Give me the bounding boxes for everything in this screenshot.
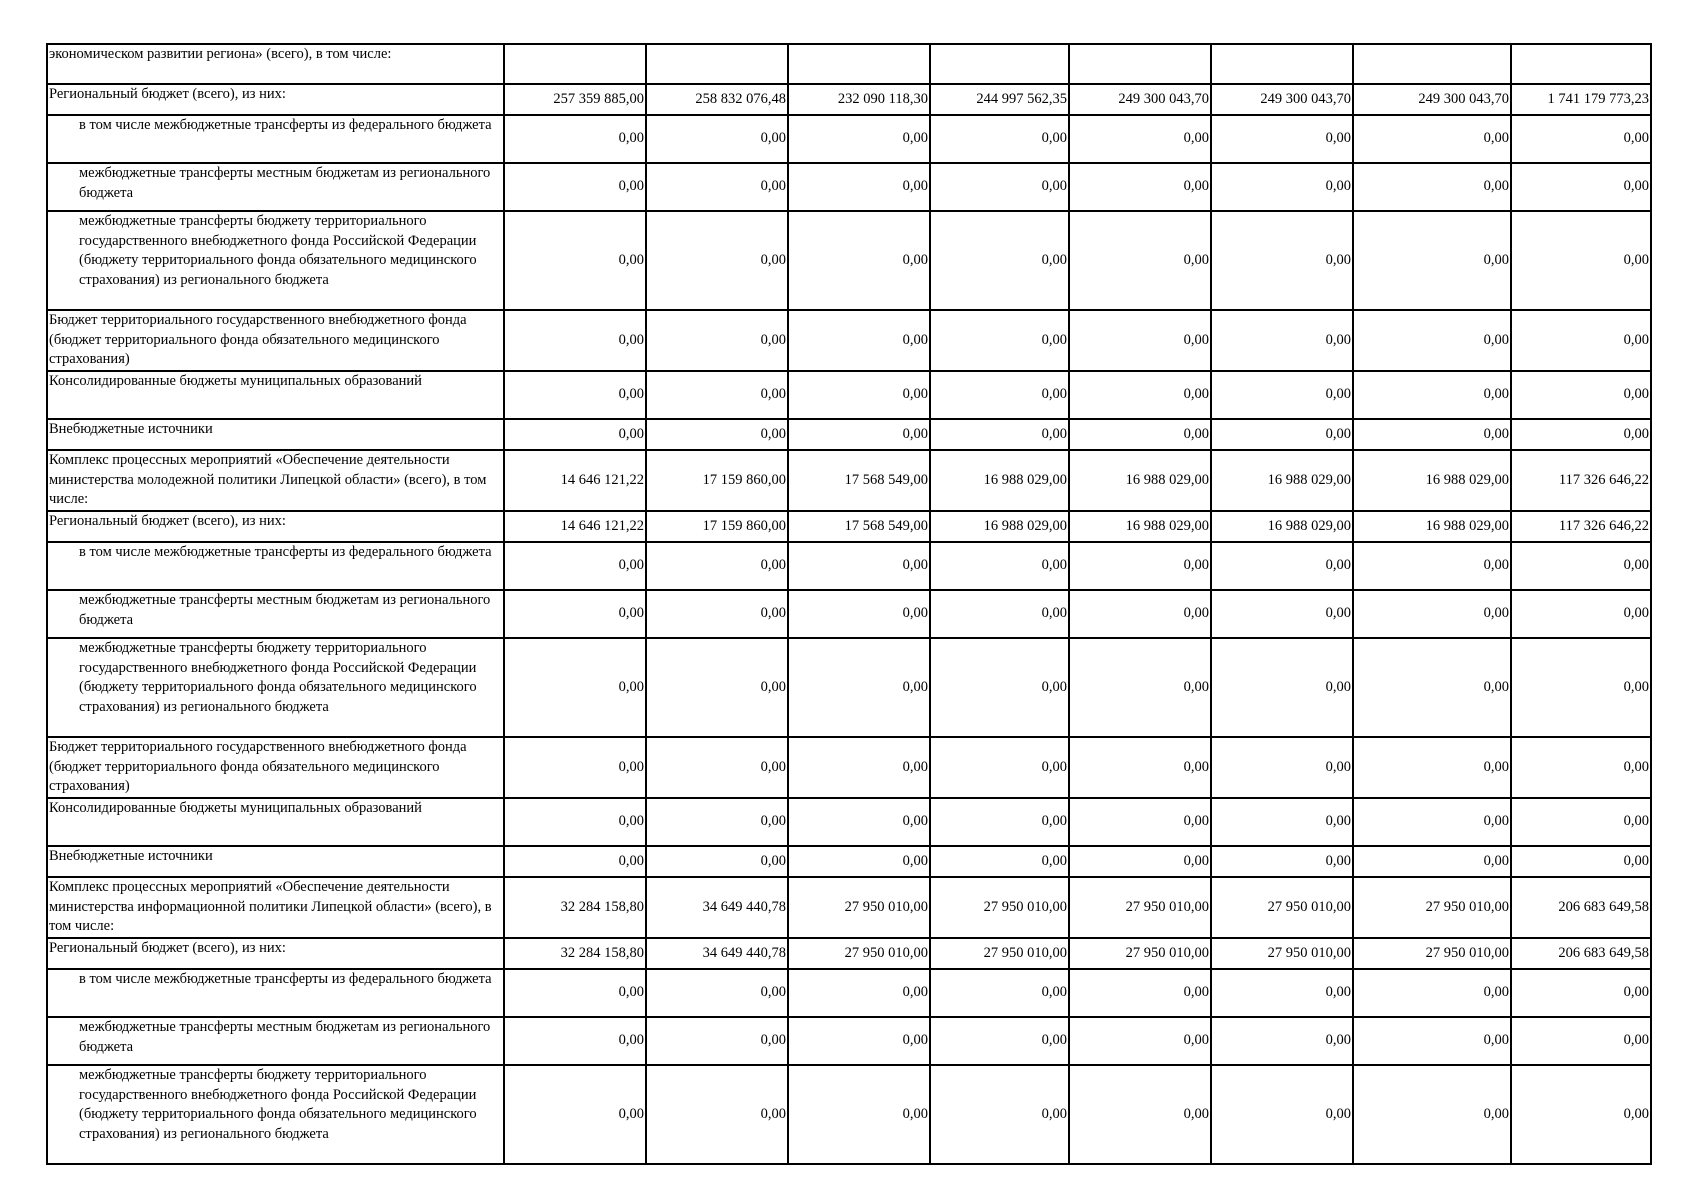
- value-cell: [1511, 44, 1651, 84]
- value-cell: 0,00: [788, 737, 930, 798]
- value-cell: 0,00: [788, 590, 930, 638]
- value-cell: 16 988 029,00: [930, 450, 1069, 511]
- value-cell: 16 988 029,00: [1353, 450, 1511, 511]
- value-cell: 16 988 029,00: [930, 511, 1069, 542]
- value-cell: 0,00: [1511, 1017, 1651, 1065]
- value-cell: 0,00: [646, 846, 788, 877]
- value-cell: 0,00: [1069, 590, 1211, 638]
- table-row: [47, 450, 1651, 511]
- value-cell: 0,00: [930, 1065, 1069, 1164]
- value-cell: 0,00: [1069, 542, 1211, 590]
- value-cell: 17 568 549,00: [788, 450, 930, 511]
- value-cell: 0,00: [1069, 371, 1211, 419]
- value-cell: 0,00: [646, 969, 788, 1017]
- value-cell: 0,00: [646, 211, 788, 310]
- value-cell: 0,00: [1211, 310, 1353, 371]
- value-cell: [1353, 44, 1511, 84]
- value-cell: 0,00: [930, 846, 1069, 877]
- value-cell: 0,00: [930, 590, 1069, 638]
- value-cell: 0,00: [788, 1017, 930, 1065]
- value-cell: 0,00: [930, 969, 1069, 1017]
- value-cell: 0,00: [1069, 163, 1211, 211]
- value-cell: 0,00: [1353, 542, 1511, 590]
- value-cell: 249 300 043,70: [1211, 84, 1353, 115]
- value-cell: 0,00: [1069, 737, 1211, 798]
- value-cell: 0,00: [504, 115, 646, 163]
- value-cell: 0,00: [646, 115, 788, 163]
- value-cell: 258 832 076,48: [646, 84, 788, 115]
- row-label: межбюджетные трансферты местным бюджетам из регионального бюджета: [47, 590, 504, 638]
- value-cell: 0,00: [1069, 1017, 1211, 1065]
- table-row: [47, 44, 1651, 84]
- row-label: межбюджетные трансферты местным бюджетам из регионального бюджета: [47, 163, 504, 211]
- value-cell: 14 646 121,22: [504, 511, 646, 542]
- value-cell: 232 090 118,30: [788, 84, 930, 115]
- value-cell: 27 950 010,00: [930, 938, 1069, 969]
- value-cell: 0,00: [1069, 969, 1211, 1017]
- value-cell: 0,00: [930, 115, 1069, 163]
- value-cell: [646, 44, 788, 84]
- value-cell: 0,00: [1353, 419, 1511, 450]
- value-cell: 0,00: [930, 1017, 1069, 1065]
- value-cell: 0,00: [504, 969, 646, 1017]
- value-cell: [1211, 44, 1353, 84]
- value-cell: 0,00: [1353, 211, 1511, 310]
- value-cell: 1 741 179 773,23: [1511, 84, 1651, 115]
- value-cell: 27 950 010,00: [1069, 938, 1211, 969]
- value-cell: 0,00: [646, 371, 788, 419]
- value-cell: 0,00: [930, 419, 1069, 450]
- value-cell: 0,00: [788, 211, 930, 310]
- value-cell: 0,00: [1211, 115, 1353, 163]
- value-cell: 0,00: [1069, 638, 1211, 737]
- value-cell: 0,00: [504, 419, 646, 450]
- value-cell: 0,00: [930, 310, 1069, 371]
- value-cell: 0,00: [1511, 310, 1651, 371]
- value-cell: 0,00: [1353, 638, 1511, 737]
- value-cell: 0,00: [930, 737, 1069, 798]
- value-cell: 0,00: [504, 371, 646, 419]
- value-cell: 16 988 029,00: [1069, 511, 1211, 542]
- row-label: межбюджетные трансферты бюджету территориального государственного внебюджетного фонда Российской Федерации (бюджету территориального фонда обязательного медицинского страхования) из регионального бюджета: [47, 638, 504, 737]
- value-cell: 0,00: [1353, 1065, 1511, 1164]
- value-cell: 16 988 029,00: [1211, 450, 1353, 511]
- table-row: [47, 877, 1651, 938]
- value-cell: 0,00: [1069, 115, 1211, 163]
- value-cell: 27 950 010,00: [930, 877, 1069, 938]
- row-label: межбюджетные трансферты местным бюджетам из регионального бюджета: [47, 1017, 504, 1065]
- value-cell: 206 683 649,58: [1511, 938, 1651, 969]
- value-cell: 0,00: [1211, 737, 1353, 798]
- value-cell: 27 950 010,00: [1211, 938, 1353, 969]
- value-cell: 0,00: [1211, 371, 1353, 419]
- value-cell: 0,00: [1353, 846, 1511, 877]
- value-cell: 0,00: [788, 163, 930, 211]
- value-cell: [788, 44, 930, 84]
- row-label: Региональный бюджет (всего), из них:: [47, 511, 504, 542]
- value-cell: 0,00: [1353, 798, 1511, 846]
- value-cell: 0,00: [788, 969, 930, 1017]
- value-cell: 0,00: [646, 638, 788, 737]
- value-cell: [1069, 44, 1211, 84]
- value-cell: 0,00: [646, 163, 788, 211]
- row-label: Региональный бюджет (всего), из них:: [47, 938, 504, 969]
- value-cell: 14 646 121,22: [504, 450, 646, 511]
- value-cell: 0,00: [1211, 798, 1353, 846]
- value-cell: 0,00: [1353, 163, 1511, 211]
- value-cell: 17 159 860,00: [646, 511, 788, 542]
- value-cell: 0,00: [788, 419, 930, 450]
- value-cell: [504, 44, 646, 84]
- table-row: [47, 211, 1651, 310]
- table-row: [47, 310, 1651, 371]
- value-cell: 0,00: [1211, 419, 1353, 450]
- value-cell: 0,00: [1511, 542, 1651, 590]
- table-row: [47, 542, 1651, 590]
- table-row: [47, 938, 1651, 969]
- row-label: Комплекс процессных мероприятий «Обеспечение деятельности министерства молодежной политики Липецкой области» (всего), в том числе:: [47, 450, 504, 511]
- value-cell: 0,00: [504, 846, 646, 877]
- value-cell: 0,00: [504, 542, 646, 590]
- value-cell: 0,00: [1069, 846, 1211, 877]
- value-cell: 0,00: [1069, 211, 1211, 310]
- value-cell: 17 568 549,00: [788, 511, 930, 542]
- value-cell: 0,00: [1511, 115, 1651, 163]
- value-cell: 0,00: [930, 638, 1069, 737]
- value-cell: 27 950 010,00: [1353, 938, 1511, 969]
- value-cell: 0,00: [1211, 638, 1353, 737]
- value-cell: 0,00: [504, 638, 646, 737]
- value-cell: 32 284 158,80: [504, 938, 646, 969]
- value-cell: 34 649 440,78: [646, 938, 788, 969]
- value-cell: 0,00: [646, 737, 788, 798]
- value-cell: 0,00: [1211, 1065, 1353, 1164]
- value-cell: 0,00: [1353, 737, 1511, 798]
- value-cell: 0,00: [1211, 969, 1353, 1017]
- table-row: [47, 737, 1651, 798]
- value-cell: 0,00: [1211, 1017, 1353, 1065]
- value-cell: 0,00: [1511, 211, 1651, 310]
- value-cell: 0,00: [1511, 163, 1651, 211]
- value-cell: 0,00: [504, 163, 646, 211]
- value-cell: 27 950 010,00: [788, 938, 930, 969]
- value-cell: 0,00: [1353, 969, 1511, 1017]
- table-row: [47, 1065, 1651, 1164]
- value-cell: 0,00: [1511, 737, 1651, 798]
- value-cell: 0,00: [1511, 590, 1651, 638]
- row-label: Региональный бюджет (всего), из них:: [47, 84, 504, 115]
- row-label: в том числе межбюджетные трансферты из федерального бюджета: [47, 115, 504, 163]
- value-cell: 0,00: [788, 798, 930, 846]
- value-cell: 16 988 029,00: [1353, 511, 1511, 542]
- value-cell: 0,00: [646, 310, 788, 371]
- value-cell: 27 950 010,00: [1211, 877, 1353, 938]
- value-cell: 0,00: [646, 798, 788, 846]
- value-cell: 0,00: [504, 1065, 646, 1164]
- row-label: Комплекс процессных мероприятий «Обеспечение деятельности министерства информационной политики Липецкой области» (всего), в том числе:: [47, 877, 504, 938]
- value-cell: 0,00: [504, 798, 646, 846]
- value-cell: 0,00: [646, 590, 788, 638]
- value-cell: 0,00: [930, 211, 1069, 310]
- row-label: Внебюджетные источники: [47, 846, 504, 877]
- value-cell: 0,00: [1353, 590, 1511, 638]
- value-cell: 0,00: [1511, 798, 1651, 846]
- row-label: в том числе межбюджетные трансферты из федерального бюджета: [47, 542, 504, 590]
- value-cell: 244 997 562,35: [930, 84, 1069, 115]
- table-row: [47, 371, 1651, 419]
- value-cell: 27 950 010,00: [788, 877, 930, 938]
- value-cell: 0,00: [1211, 211, 1353, 310]
- value-cell: 16 988 029,00: [1211, 511, 1353, 542]
- value-cell: 0,00: [788, 542, 930, 590]
- row-label: Консолидированные бюджеты муниципальных образований: [47, 798, 504, 846]
- value-cell: 34 649 440,78: [646, 877, 788, 938]
- value-cell: 0,00: [504, 1017, 646, 1065]
- value-cell: 0,00: [788, 371, 930, 419]
- table-row: [47, 638, 1651, 737]
- value-cell: 0,00: [646, 1065, 788, 1164]
- row-label: Бюджет территориального государственного внебюджетного фонда (бюджет территориального фонда обязательного медицинского страхования): [47, 737, 504, 798]
- value-cell: 0,00: [646, 1017, 788, 1065]
- row-label: межбюджетные трансферты бюджету территориального государственного внебюджетного фонда Российской Федерации (бюджету территориального фонда обязательного медицинского страхования) из регионального бюджета: [47, 1065, 504, 1164]
- value-cell: 0,00: [1069, 1065, 1211, 1164]
- value-cell: 0,00: [1211, 590, 1353, 638]
- table-body: [47, 44, 1651, 1164]
- row-label: Бюджет территориального государственного внебюджетного фонда (бюджет территориального фонда обязательного медицинского страхования): [47, 310, 504, 371]
- value-cell: 0,00: [504, 737, 646, 798]
- value-cell: 0,00: [1511, 371, 1651, 419]
- row-label: межбюджетные трансферты бюджету территориального государственного внебюджетного фонда Российской Федерации (бюджету территориального фонда обязательного медицинского страхования) из регионального бюджета: [47, 211, 504, 310]
- value-cell: 0,00: [788, 115, 930, 163]
- value-cell: 0,00: [1353, 371, 1511, 419]
- table-row: [47, 115, 1651, 163]
- table-row: [47, 969, 1651, 1017]
- budget-table: [46, 43, 1652, 1165]
- value-cell: 27 950 010,00: [1069, 877, 1211, 938]
- value-cell: 0,00: [788, 638, 930, 737]
- table-row: [47, 511, 1651, 542]
- value-cell: 249 300 043,70: [1069, 84, 1211, 115]
- value-cell: 0,00: [1069, 419, 1211, 450]
- row-label: экономическом развитии региона» (всего), в том числе:: [47, 44, 504, 84]
- value-cell: 0,00: [1511, 846, 1651, 877]
- value-cell: 0,00: [1353, 1017, 1511, 1065]
- value-cell: 206 683 649,58: [1511, 877, 1651, 938]
- value-cell: 117 326 646,22: [1511, 511, 1651, 542]
- value-cell: 0,00: [504, 590, 646, 638]
- value-cell: 0,00: [646, 542, 788, 590]
- value-cell: 16 988 029,00: [1069, 450, 1211, 511]
- value-cell: 0,00: [1211, 163, 1353, 211]
- table-row: [47, 419, 1651, 450]
- value-cell: 117 326 646,22: [1511, 450, 1651, 511]
- value-cell: 0,00: [1353, 115, 1511, 163]
- value-cell: 0,00: [1511, 419, 1651, 450]
- value-cell: 257 359 885,00: [504, 84, 646, 115]
- table-row: [47, 798, 1651, 846]
- value-cell: 0,00: [930, 798, 1069, 846]
- value-cell: 249 300 043,70: [1353, 84, 1511, 115]
- value-cell: 0,00: [930, 371, 1069, 419]
- table-row: [47, 163, 1651, 211]
- value-cell: 0,00: [1211, 542, 1353, 590]
- value-cell: 17 159 860,00: [646, 450, 788, 511]
- row-label: Консолидированные бюджеты муниципальных образований: [47, 371, 504, 419]
- row-label: Внебюджетные источники: [47, 419, 504, 450]
- value-cell: [930, 44, 1069, 84]
- value-cell: 0,00: [1511, 1065, 1651, 1164]
- value-cell: 0,00: [788, 1065, 930, 1164]
- table-row: [47, 590, 1651, 638]
- table-row: [47, 846, 1651, 877]
- value-cell: 0,00: [1211, 846, 1353, 877]
- value-cell: 0,00: [1353, 310, 1511, 371]
- value-cell: 0,00: [504, 310, 646, 371]
- value-cell: 0,00: [504, 211, 646, 310]
- value-cell: 0,00: [930, 542, 1069, 590]
- value-cell: 0,00: [1069, 310, 1211, 371]
- value-cell: 27 950 010,00: [1353, 877, 1511, 938]
- table-row: [47, 84, 1651, 115]
- value-cell: 0,00: [788, 310, 930, 371]
- value-cell: 32 284 158,80: [504, 877, 646, 938]
- table-row: [47, 1017, 1651, 1065]
- value-cell: 0,00: [1511, 638, 1651, 737]
- value-cell: 0,00: [788, 846, 930, 877]
- row-label: в том числе межбюджетные трансферты из федерального бюджета: [47, 969, 504, 1017]
- value-cell: 0,00: [646, 419, 788, 450]
- value-cell: 0,00: [1511, 969, 1651, 1017]
- value-cell: 0,00: [930, 163, 1069, 211]
- value-cell: 0,00: [1069, 798, 1211, 846]
